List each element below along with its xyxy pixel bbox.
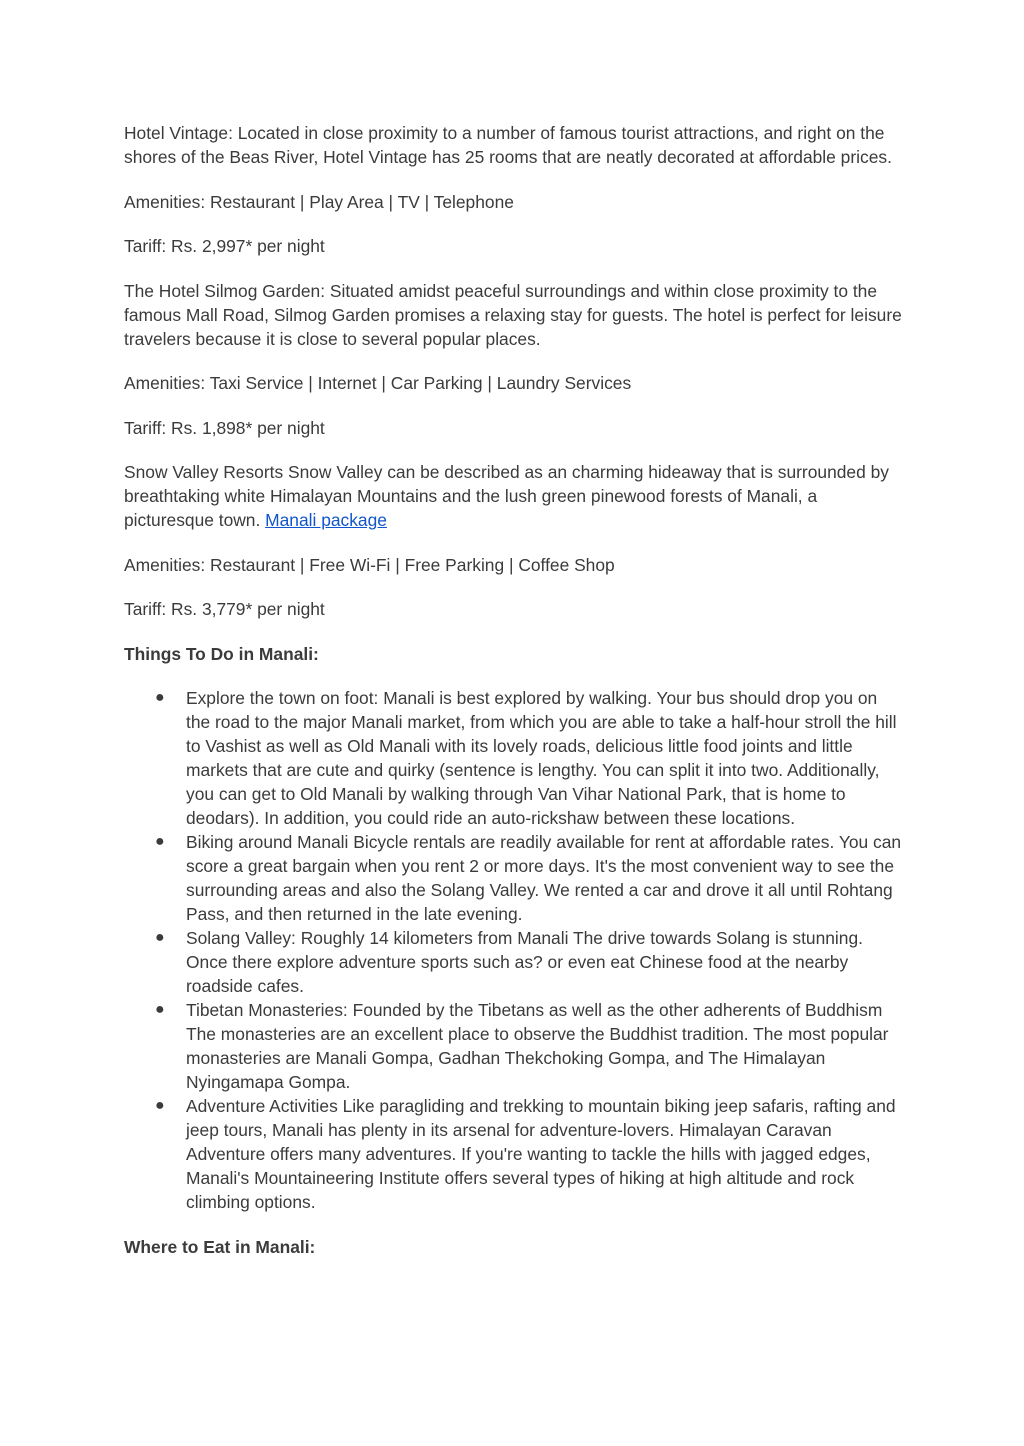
bullet-icon: ● bbox=[155, 929, 165, 946]
list-item-text: Tibetan Monasteries: Founded by the Tibetans as well as the other adherents of Buddhism The monasteries are an excellent place to observe the Buddhist tradition. The most popular monasteries are Manali Gompa, Gadhan Thekchoking Gompa, and The Himalayan Nyingamapa Gompa. bbox=[186, 1000, 889, 1092]
hotel-vintage-tariff: Tariff: Rs. 2,997* per night bbox=[124, 236, 325, 256]
hotel-vintage-description: Hotel Vintage: Located in close proximity to a number of famous tourist attractions, and right on the shores of the Beas River, Hotel Vintage has 25 rooms that are neatly decorated at affordable prices. bbox=[124, 123, 892, 167]
things-to-do-list bbox=[124, 686, 904, 1214]
hotel-silmog-tariff: Tariff: Rs. 1,898* per night bbox=[124, 417, 325, 438]
hotel-silmog-description: The Hotel Silmog Garden: Situated amidst peaceful surroundings and within close proximity to the famous Mall Road, Silmog Garden promises a relaxing stay for guests. The hotel is perfect for leisure travelers because it is close to several popular places. bbox=[124, 280, 902, 349]
snow-valley-amenities: Amenities: Restaurant | Free Wi-Fi | Free Parking | Coffee Shop bbox=[124, 554, 615, 575]
list-item bbox=[155, 686, 904, 830]
where-to-eat-heading: Where to Eat in Manali: bbox=[124, 1236, 316, 1257]
list-item-text: Solang Valley: Roughly 14 kilometers from Manali The drive towards Solang is stunning. Once there explore adventure sports such as? or even eat Chinese food at the nearby roadside cafes. bbox=[186, 928, 863, 996]
list-item-text: Explore the town on foot: Manali is best explored by walking. Your bus should drop you on the road to the major Manali market, from which you are able to take a half-hour stroll the hill to Vashist as well as Old Manali with its lovely roads, delicious little food joints and little markets that are cute and quirky (sentence is lengthy. You can split it into two. Additionally, you can get to Old Manali by walking through Van Vihar National Park, that is home to deodars). In addition, you could ride an auto-rickshaw between these locations. bbox=[186, 688, 897, 828]
list-item-text: Adventure Activities Like paragliding and trekking to mountain biking jeep safaris, rafting and jeep tours, Manali has plenty in its arsenal for adventure-lovers. Himalayan Caravan Adventure offers many adventures. If you're wanting to tackle the hills with jagged edges, Manali's Mountaineering Institute offers several types of hiking at high altitude and rock climbing options. bbox=[186, 1096, 896, 1212]
bullet-icon: ● bbox=[155, 833, 165, 850]
snow-valley-paragraph bbox=[124, 460, 904, 532]
list-item bbox=[155, 830, 904, 926]
snow-valley-description: Snow Valley Resorts Snow Valley can be described as an charming hideaway that is surrounded by breathtaking white Himalayan Mountains and the lush green pinewood forests of Manali, a picturesque town. bbox=[124, 462, 889, 530]
bullet-icon: ● bbox=[155, 1001, 165, 1018]
document-page bbox=[124, 121, 904, 1279]
hotel-vintage-amenities: Amenities: Restaurant | Play Area | TV | Telephone bbox=[124, 191, 514, 212]
bullet-icon: ● bbox=[155, 689, 165, 706]
bullet-icon: ● bbox=[155, 1097, 165, 1114]
manali-package-link[interactable]: Manali package bbox=[265, 510, 387, 530]
hotel-silmog-amenities: Amenities: Taxi Service | Internet | Car Parking | Laundry Services bbox=[124, 373, 632, 393]
list-item bbox=[155, 998, 904, 1094]
things-to-do-heading: Things To Do in Manali: bbox=[124, 643, 319, 664]
list-item bbox=[155, 926, 904, 998]
snow-valley-tariff: Tariff: Rs. 3,779* per night bbox=[124, 599, 325, 619]
list-item bbox=[155, 1094, 904, 1214]
list-item-text: Biking around Manali Bicycle rentals are readily available for rent at affordable rates. You can score a great bargain when you rent 2 or more days. It's the most convenient way to see the surrounding areas and also the Solang Valley. We rented a car and drove it all until Rohtang Pass, and then returned in the late evening. bbox=[186, 832, 902, 924]
